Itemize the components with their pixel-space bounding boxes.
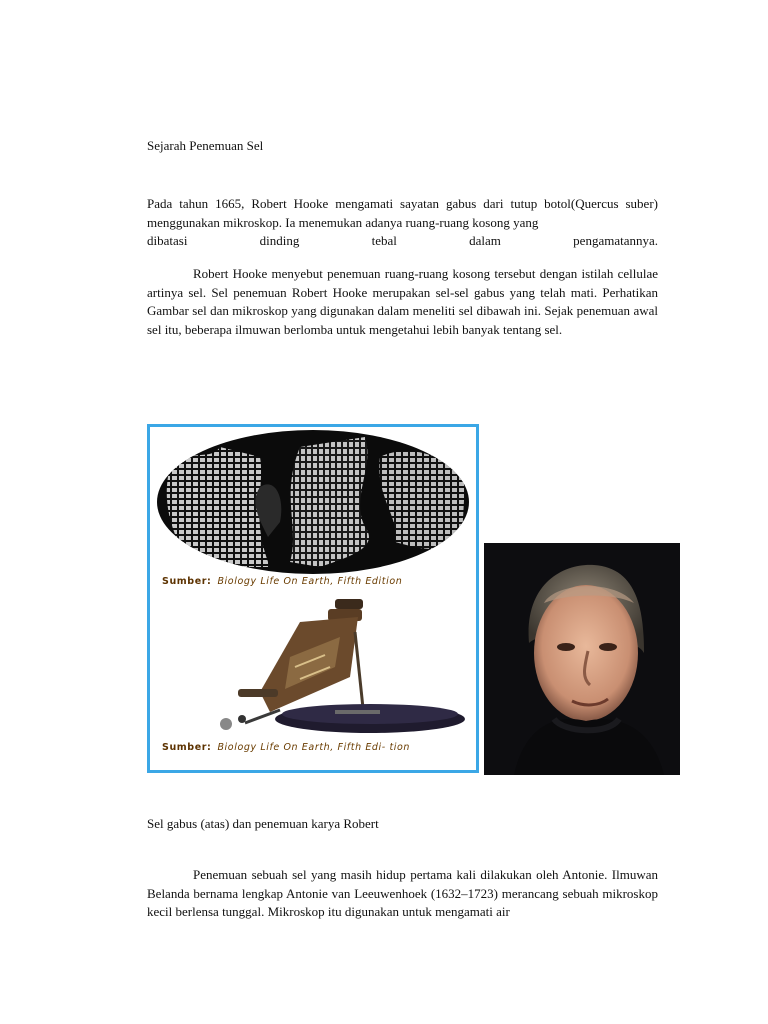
source-text-1: Biology Life On Earth, Fifth Edition xyxy=(217,576,403,587)
paragraph-1-last-line: dibatasi dinding tebal dalam pengamatannya. xyxy=(147,233,658,248)
paragraph-1 xyxy=(147,195,658,251)
paragraph-1-body: Pada tahun 1665, Robert Hooke mengamati sayatan gabus dari tutup botol(Quercus suber) menggunakan mikroskop. Ia menemukan adanya ruang-ruang kosong yang xyxy=(147,196,658,230)
microscope-illustration xyxy=(220,599,465,733)
paragraph-3: Penemuan sebuah sel yang masih hidup pertama kali dilakukan oleh Antonie. Ilmuwan Belanda bernama lengkap Antonie van Leeuwenhoek (1632–1723) merancang sebuah mikroskop kecil berlensa tunggal. Mikroskop itu digunakan untuk mengamati air xyxy=(147,867,658,919)
source-prefix-2: Sumber: xyxy=(162,742,212,753)
robert-hooke-portrait xyxy=(484,543,680,775)
document-title: Sejarah Penemuan Sel xyxy=(147,138,264,153)
source-label-2 xyxy=(162,742,462,753)
source-prefix-1: Sumber: xyxy=(162,576,212,587)
cork-cells-and-microscope-figure xyxy=(147,424,479,773)
portrait-illustration xyxy=(484,543,680,775)
paragraph-2: Robert Hooke menyebut penemuan ruang-ruang kosong tersebut dengan istilah cellulae artinya sel. Sel penemuan Robert Hooke merupakan sel-sel gabus yang telah mati. Perhatikan Gambar sel dan mikroskop yang digunakan dalam meneliti sel dibawah ini. Sejak penemuan awal sel itu, beberapa ilmuwan berlomba untuk mengetahui lebih banyak tentang sel. xyxy=(147,266,658,337)
source-text-2: Biology Life On Earth, Fifth Edi- tion xyxy=(217,742,411,753)
figure-caption: Sel gabus (atas) dan penemuan karya Robert xyxy=(147,816,379,831)
source-label-1 xyxy=(162,576,402,587)
cork-cells-illustration xyxy=(150,427,476,770)
